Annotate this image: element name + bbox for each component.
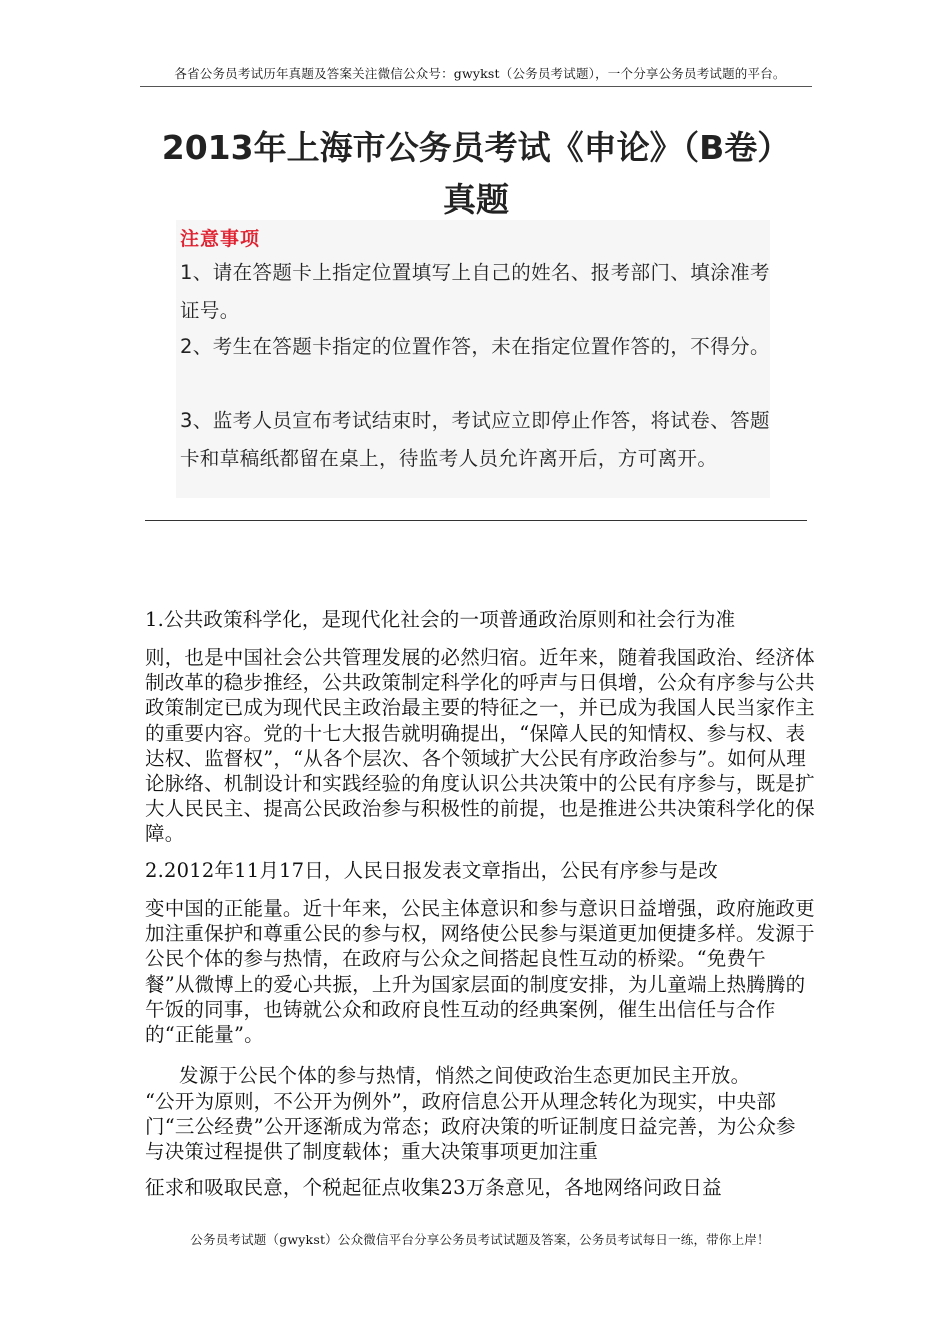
paragraph-3 [145,1063,815,1200]
notice-divider [145,520,807,521]
page-header-text: 各省公务员考试历年真题及答案关注微信公众号：gwykst（公务员考试题），一个分享公务员考试题的平台。 [174,66,786,81]
page-footer-text: 公务员考试题（gwykst）公众微信平台分享公务员考试试题及答案，公务员考试每日一练，带你上岸！ [190,1232,770,1247]
paragraph-2-body: 变中国的正能量。近十年来，公民主体意识和参与意识日益增强，政府施政更加注重保护和尊重公民的参与权，网络使公民参与渠道更加便捷多样。发源于公民个体的参与热情，在政府与公众之间搭起良性互动的桥梁。“免费午餐”从微博上的爱心共振，上升为国家层面的制度安排，为儿童端上热腾腾的午饭的同事，也铸就公众和政府良性互动的经典案例，催生出信任与合作的“正能量”。 [145,897,815,1047]
notice-title: 注意事项 [180,228,261,250]
title-line-2: 真题 [443,180,509,219]
paragraph-2 [145,858,815,1047]
paragraph-3-first-line: 发源于公民个体的参与热情，悄然之间使政治生态更加民主开放。 [179,1064,751,1087]
header-divider [140,86,812,87]
notice-item-3: 3、监考人员宣布考试结束时，考试应立即停止作答，将试卷、答题卡和草稿纸都留在桌上，待监考人员允许离开后，方可离开。 [180,409,770,470]
paragraph-3-body: “公开为原则，不公开为例外”，政府信息公开从理念转化为现实，中央部门“三公经费”公开逐渐成为常态；政府决策的听证制度日益完善，为公众参与决策过程提供了制度载体；重大决策事项更加注重 [145,1090,796,1164]
notice-item-1: 1、请在答题卡上指定位置填写上自己的姓名、报考部门、填涂准考证号。 [180,261,770,322]
title-line-1: 2013年上海市公务员考试《申论》（B卷） [161,128,791,167]
paragraph-1 [145,607,815,847]
paragraph-1-body: 则，也是中国社会公共管理发展的必然归宿。近年来，随着我国政治、经济体制改革的稳步推经，公共政策制定科学化的呼声与日俱增，公众有序参与公共政策制定已成为现代民主政治最主要的特征之一，并已成为我国人民当家作主的重要内容。党的十七大报告就明确提出，“保障人民的知情权、参与权、表达权、监督权”，“从各个层次、各个领域扩大公民有序政治参与”。如何从理论脉络、机制设计和实践经验的角度认识公共决策中的公民有序参与，既是扩大人民民主、提高公民政治参与积极性的前提，也是推进公共决策科学化的保障。 [145,646,815,846]
paragraph-1-first-line: 1.公共政策科学化，是现代化社会的一项普通政治原则和社会行为准 [145,608,736,631]
notice-item-2: 2、考生在答题卡指定的位置作答，未在指定位置作答的，不得分。 [180,335,770,358]
paragraph-3-last-line: 征求和吸取民意，个税起征点收集23万条意见，各地网络问政日益 [145,1175,722,1199]
paragraph-2-first-line: 2.2012年11月17日，人民日报发表文章指出，公民有序参与是改 [145,859,718,882]
document-title [140,122,812,226]
